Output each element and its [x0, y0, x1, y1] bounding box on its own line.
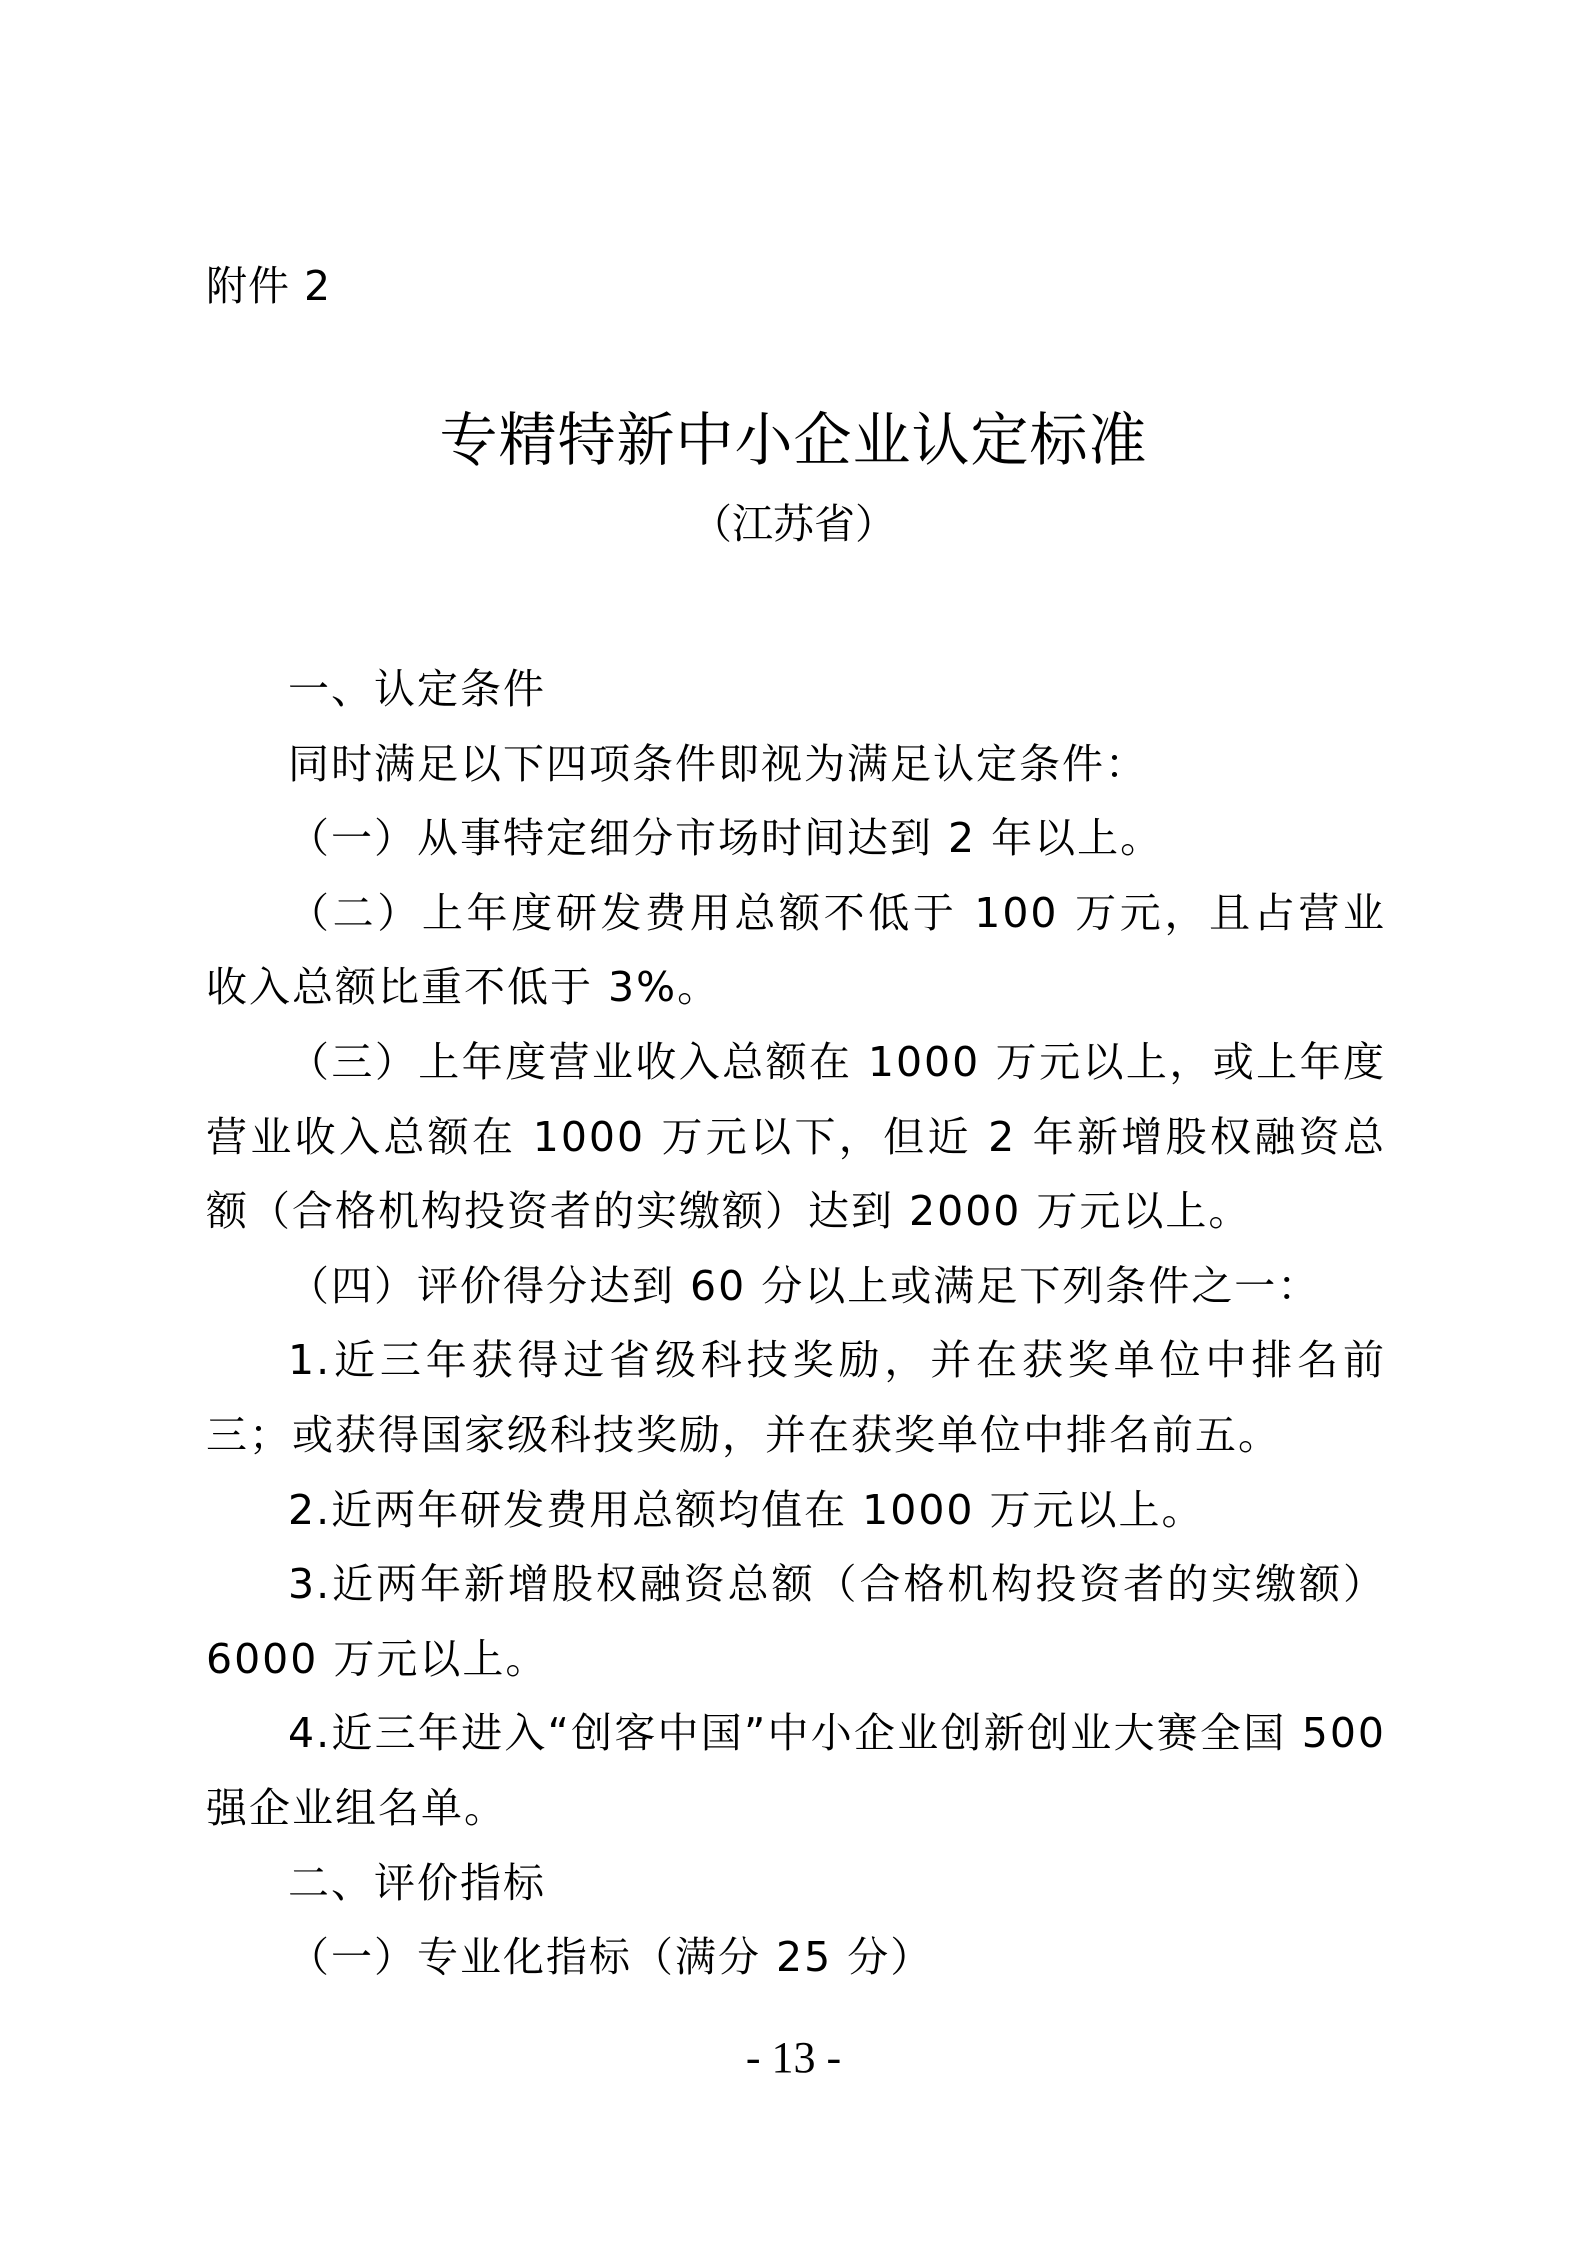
- paragraph: （一）从事特定细分市场时间达到 2 年以上。: [288, 814, 1164, 863]
- attachment-label: 附件 2: [206, 262, 332, 310]
- list-item: 4.近三年进入“创客中国”中小企业创新创业大赛全国 500 强企业组名单。: [206, 1709, 1386, 1832]
- list-item: 3.近两年新增股权融资总额（合格机构投资者的实缴额）6000 万元以上。: [206, 1560, 1386, 1683]
- document-body: [206, 652, 1386, 1995]
- section-heading-indicators: 二、评价指标: [288, 1858, 546, 1907]
- page-subtitle: （江苏省）: [691, 500, 896, 548]
- paragraph: （三）上年度营业收入总额在 1000 万元以上，或上年度营业收入总额在 1000 万元以下，但近 2 年新增股权融资总额（合格机构投资者的实缴额）达到 2000 万元以上。: [206, 1037, 1386, 1236]
- section-heading-criteria: 一、认定条件: [288, 665, 546, 713]
- paragraph: （二）上年度研发费用总额不低于 100 万元，且占营业收入总额比重不低于 3%。: [206, 888, 1386, 1012]
- paragraph: （一）专业化指标（满分 25 分）: [288, 1933, 934, 1982]
- paragraph: （四）评价得分达到 60 分以上或满足下列条件之一：: [288, 1261, 1321, 1310]
- paragraph: 同时满足以下四项条件即视为满足认定条件：: [288, 739, 1148, 788]
- page-number: - 13 -: [745, 2033, 842, 2082]
- list-item: 2.近两年研发费用总额均值在 1000 万元以上。: [288, 1485, 1205, 1534]
- page-title: 专精特新中小企业认定标准: [439, 406, 1148, 474]
- list-item: 1.近三年获得过省级科技奖励，并在获奖单位中排名前三；或获得国家级科技奖励，并在获奖单位中排名前五。: [206, 1336, 1386, 1459]
